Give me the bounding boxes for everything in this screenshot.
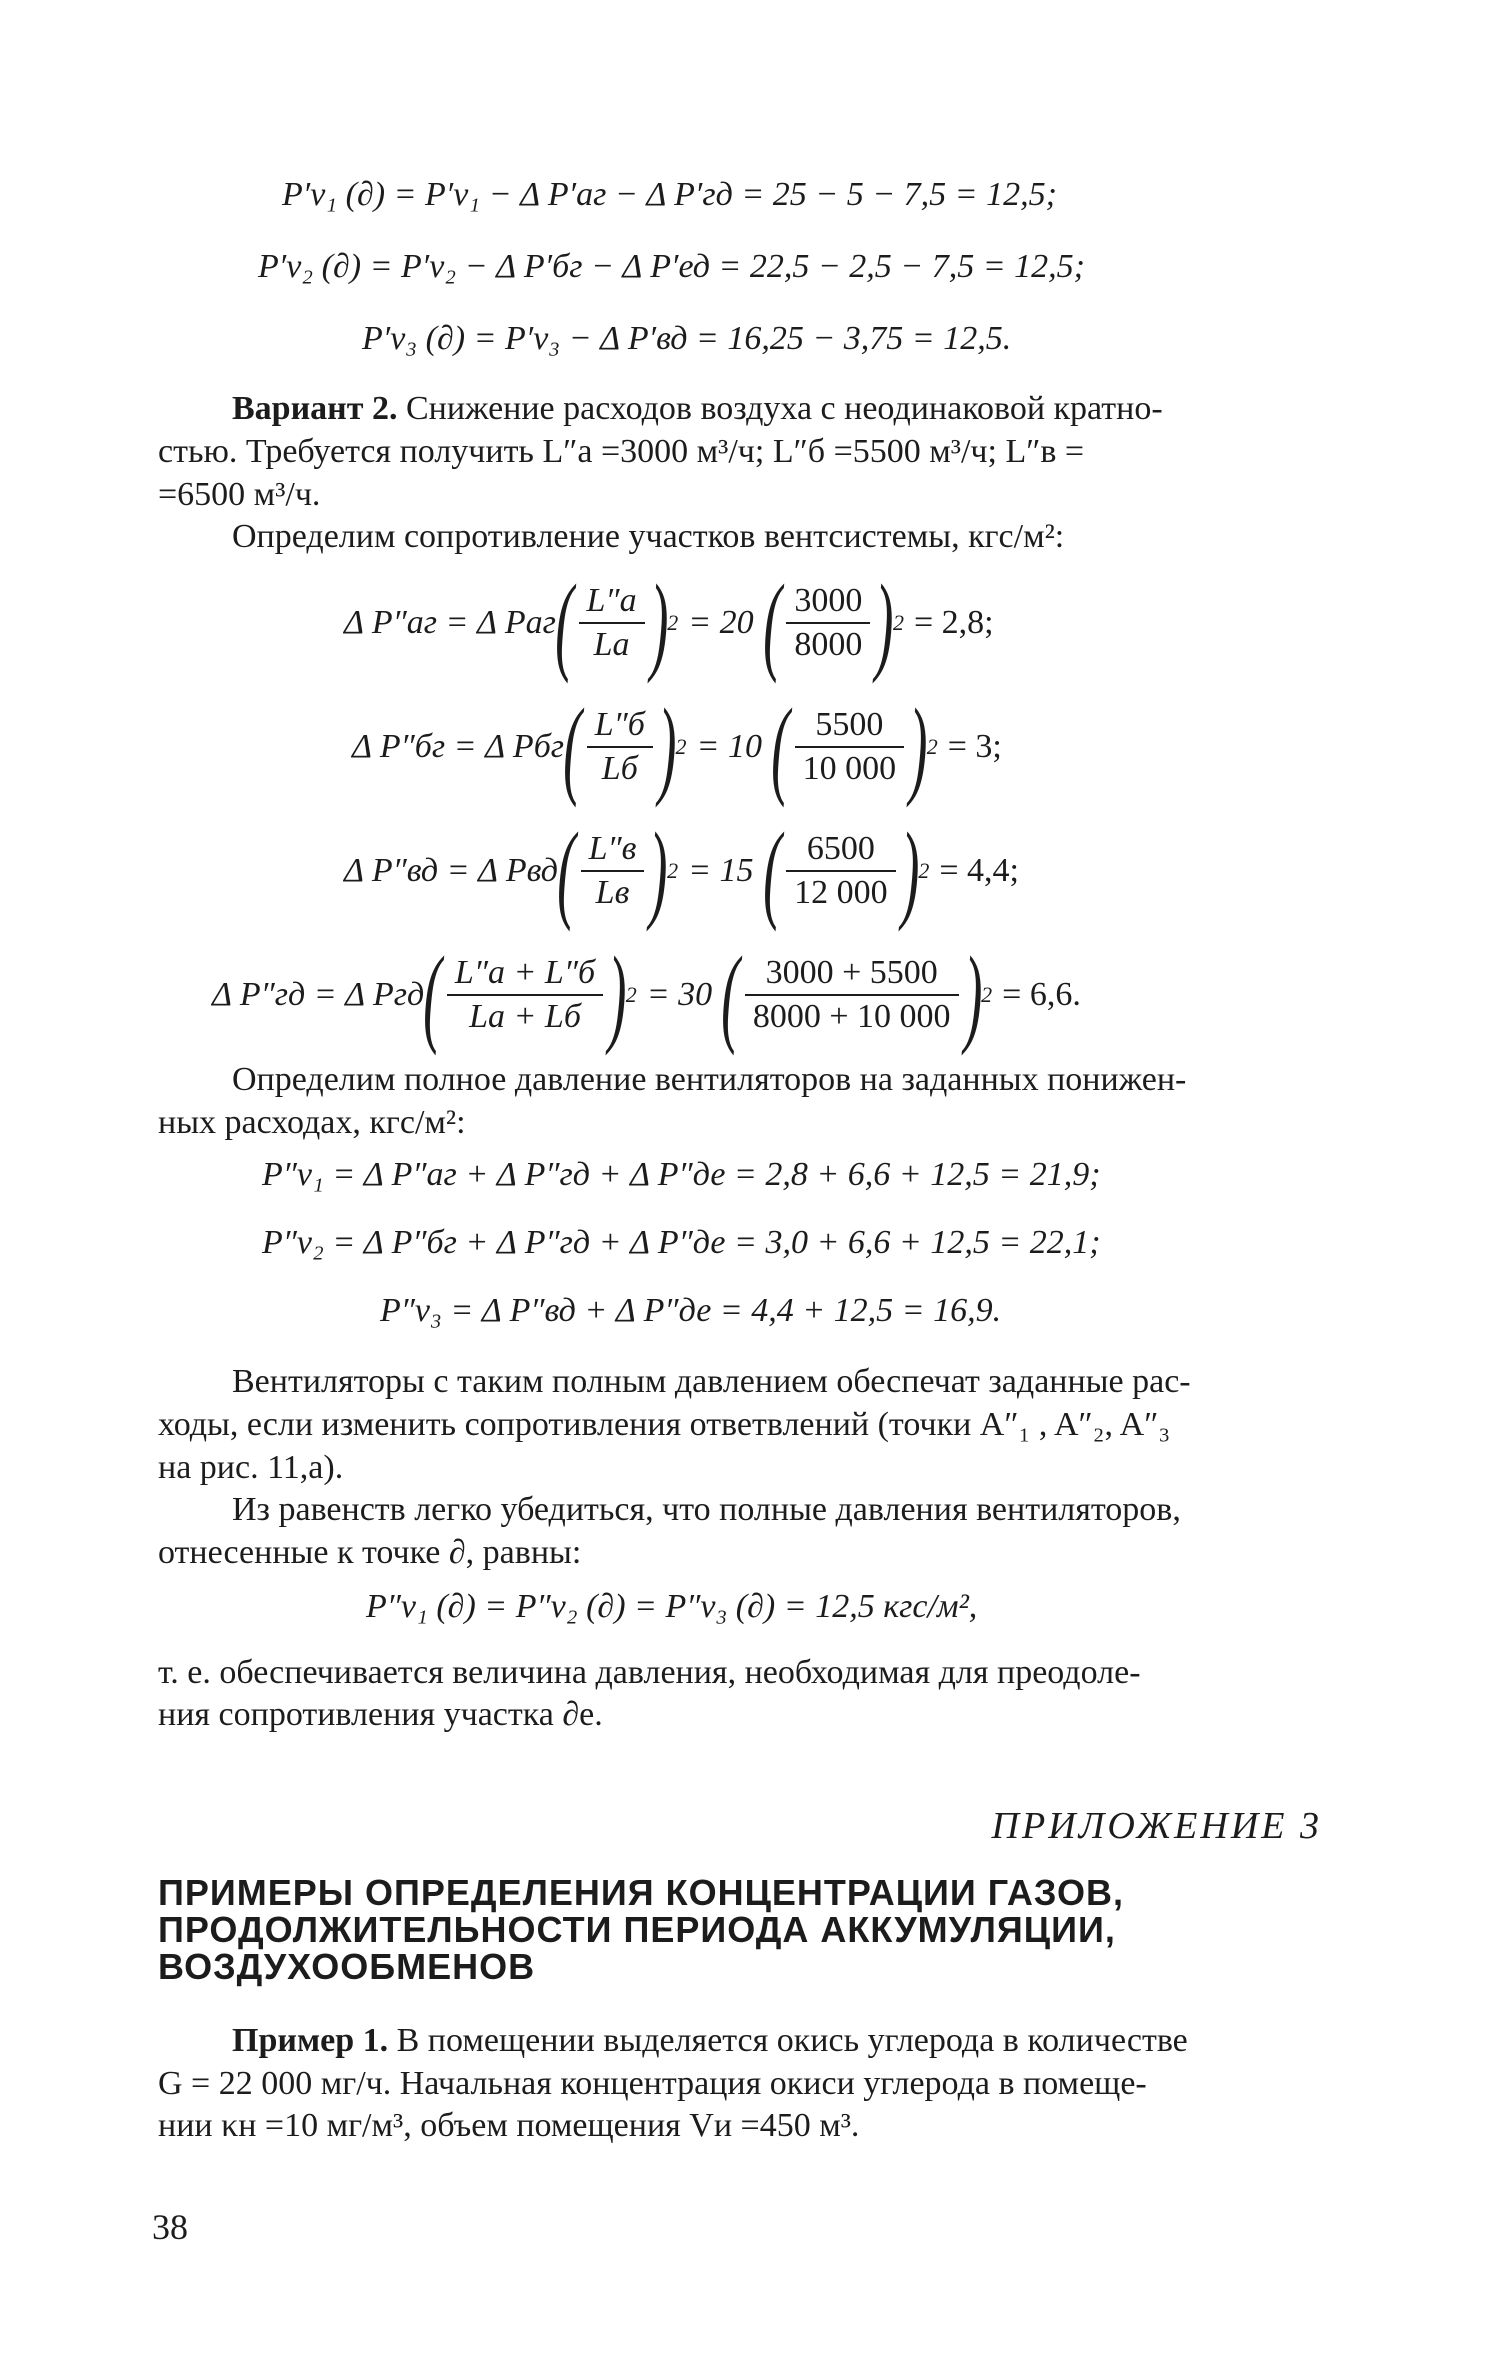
frac-num: 6500 [806, 830, 875, 867]
exponent: 2 [667, 858, 679, 883]
equality-text-1: Из равенств легко убедиться, что полные давления вентиляторов, [232, 1491, 1181, 1528]
frac-num: 3000 [794, 582, 863, 619]
resistance-eq-2 [352, 686, 1002, 808]
frac-num: 5500 [815, 706, 884, 743]
paren-close: ) [608, 934, 627, 1056]
exponent: 2 [926, 734, 938, 759]
resistance-eq-3-value-frac [786, 832, 896, 910]
conclusion-1: т. е. обеспечивается величина давления, необходимая для преодоле- [158, 1654, 1141, 1691]
exponent: 2 [675, 734, 687, 759]
example1-line1-text: В помещении выделяется окись углерода в количестве [388, 2022, 1188, 2059]
page-number: 38 [152, 2207, 188, 2247]
paren-close: ) [658, 686, 677, 808]
example1-line3: нии κн =10 мг/м³, объем помещения Vи =450 м³. [158, 2107, 860, 2144]
resistance-eq-4-lhs: Δ P″гд = Δ Pгд [212, 976, 425, 1013]
resistance-eq-1-lhs: Δ P″аг = Δ Pаг [344, 604, 556, 641]
resistance-eq-3-mid: = 15 [688, 852, 754, 889]
resistance-eq-4-frac [447, 956, 603, 1034]
frac-den: 8000 + 10 000 [745, 994, 959, 1034]
exponent: 2 [625, 982, 637, 1007]
resistance-eq-2-frac [587, 708, 653, 786]
frac-num: L″б [594, 706, 645, 743]
resistance-eq-3-lhs: Δ P″вд = Δ Pвд [344, 852, 558, 889]
pressure-eq-2: P″v₂ = Δ P″бг + Δ P″гд + Δ P″де = 3,0 + 6,6 + 12,5 = 22,1; [262, 1224, 1101, 1261]
resistance-eq-3-frac [581, 832, 645, 910]
frac-den: Lв [581, 870, 645, 910]
frac-num: 3000 + 5500 [765, 954, 938, 991]
section-heading-1: ПРИМЕРЫ ОПРЕДЕЛЕНИЯ КОНЦЕНТРАЦИИ ГАЗОВ, [158, 1872, 1124, 1913]
resistance-eq-1-rhs: = 2,8; [913, 604, 994, 641]
exponent: 2 [667, 610, 679, 635]
variant2-lead: Вариант 2. [232, 390, 398, 427]
fans-text-1: Вентиляторы с таким полным давлением обеспечат заданные рас- [232, 1363, 1191, 1400]
paren-open: ( [721, 934, 740, 1056]
paren-open: ( [762, 562, 782, 684]
variant2-line1-text: Снижение расходов воздуха с неодинаковой кратно- [397, 390, 1163, 427]
variant2-line2: стью. Требуется получить L″а =3000 м³/ч; L″б =5500 м³/ч; L″в = [158, 433, 1085, 470]
appendix-label: ПРИЛОЖЕНИЕ 3 [991, 1805, 1322, 1847]
fans-text-3: на рис. 11,а). [158, 1449, 344, 1486]
resistance-eq-4-mid: = 30 [646, 976, 713, 1013]
variant2-line1 [232, 392, 1163, 426]
variant2-line3: =6500 м³/ч. [158, 476, 321, 513]
exponent: 2 [918, 858, 930, 883]
paren-close: ) [649, 810, 668, 932]
resistance-intro: Определим сопротивление участков вентсистемы, кгс/м²: [232, 518, 1065, 555]
resistance-eq-4-rhs: = 6,6. [1002, 976, 1081, 1013]
frac-den: Lб [587, 746, 653, 786]
formula-top-1: P′v₁ (∂) = P′v₁ − Δ P′аг − Δ P′гд = 25 − 5 − 7,5 = 12,5; [282, 176, 1057, 213]
resistance-eq-2-value-frac [795, 708, 905, 786]
fans-text-2: ходы, если изменить сопротивления ответвлений (точки A″₁ , A″₂, A″₃ [158, 1406, 1171, 1443]
frac-den: Lа [579, 622, 645, 662]
resistance-eq-1-mid: = 20 [688, 604, 754, 641]
resistance-eq-1-frac [579, 584, 645, 662]
resistance-eq-4-value-frac [745, 956, 959, 1034]
equality-text-2: отнесенные к точке ∂, равны: [158, 1534, 582, 1571]
paren-open: ( [555, 562, 574, 684]
pressure-eq-1: P″v₁ = Δ P″аг + Δ P″гд + Δ P″де = 2,8 + 6,6 + 12,5 = 21,9; [262, 1156, 1101, 1193]
paren-open: ( [563, 686, 582, 808]
paren-close: ) [875, 562, 894, 684]
conclusion-2: ния сопротивления участка ∂е. [158, 1696, 603, 1733]
paren-close: ) [909, 686, 928, 808]
resistance-eq-2-rhs: = 3; [947, 728, 1002, 765]
resistance-eq-1-value-frac [786, 584, 870, 662]
exponent: 2 [892, 610, 904, 635]
frac-den: 12 000 [786, 870, 896, 910]
formula-top-3: P′v₃ (∂) = P′v₃ − Δ P′вд = 16,25 − 3,75 = 12,5. [362, 320, 1012, 357]
frac-den: 8000 [786, 622, 870, 662]
frac-num: L″а + L″б [454, 954, 596, 991]
section-heading-2: ПРОДОЛЖИТЕЛЬНОСТИ ПЕРИОДА АККУМУЛЯЦИИ, [158, 1909, 1116, 1950]
resistance-eq-1 [344, 562, 994, 684]
resistance-eq-2-lhs: Δ P″бг = Δ Pбг [352, 728, 565, 765]
paren-open: ( [762, 810, 782, 932]
resistance-eq-3 [344, 810, 1019, 932]
pressure-intro-2: ных расходах, кгс/м²: [158, 1104, 466, 1141]
resistance-eq-2-mid: = 10 [696, 728, 762, 765]
example1-line2: G = 22 000 мг/ч. Начальная концентрация окиси углерода в помеще- [158, 2065, 1147, 2102]
pressure-eq-3: P″v₃ = Δ P″вд + Δ P″де = 4,4 + 12,5 = 16,9. [380, 1292, 1002, 1329]
section-heading-3: ВОЗДУХООБМЕНОВ [158, 1946, 536, 1987]
equality-eq: P″v₁ (∂) = P″v₂ (∂) = P″v₃ (∂) = 12,5 кгс/м², [366, 1588, 978, 1625]
example1-lead: Пример 1. [232, 2022, 389, 2059]
frac-den: 10 000 [795, 746, 905, 786]
frac-num: L″а [586, 582, 637, 619]
paren-open: ( [557, 810, 576, 932]
paren-open: ( [423, 934, 442, 1056]
frac-den: Lа + Lб [447, 994, 603, 1034]
paren-close: ) [900, 810, 920, 932]
pressure-intro-1: Определим полное давление вентиляторов на заданных понижен- [232, 1061, 1187, 1098]
resistance-eq-4 [212, 934, 1081, 1056]
frac-num: L″в [588, 830, 637, 867]
paren-close: ) [963, 934, 982, 1056]
paren-close: ) [649, 562, 669, 684]
exponent: 2 [981, 982, 993, 1007]
paren-open: ( [771, 686, 790, 808]
formula-top-2: P′v₂ (∂) = P′v₂ − Δ P′бг − Δ P′ед = 22,5 − 2,5 − 7,5 = 12,5; [258, 248, 1086, 285]
resistance-eq-3-rhs: = 4,4; [939, 852, 1019, 889]
example1-line1 [232, 2024, 1188, 2058]
